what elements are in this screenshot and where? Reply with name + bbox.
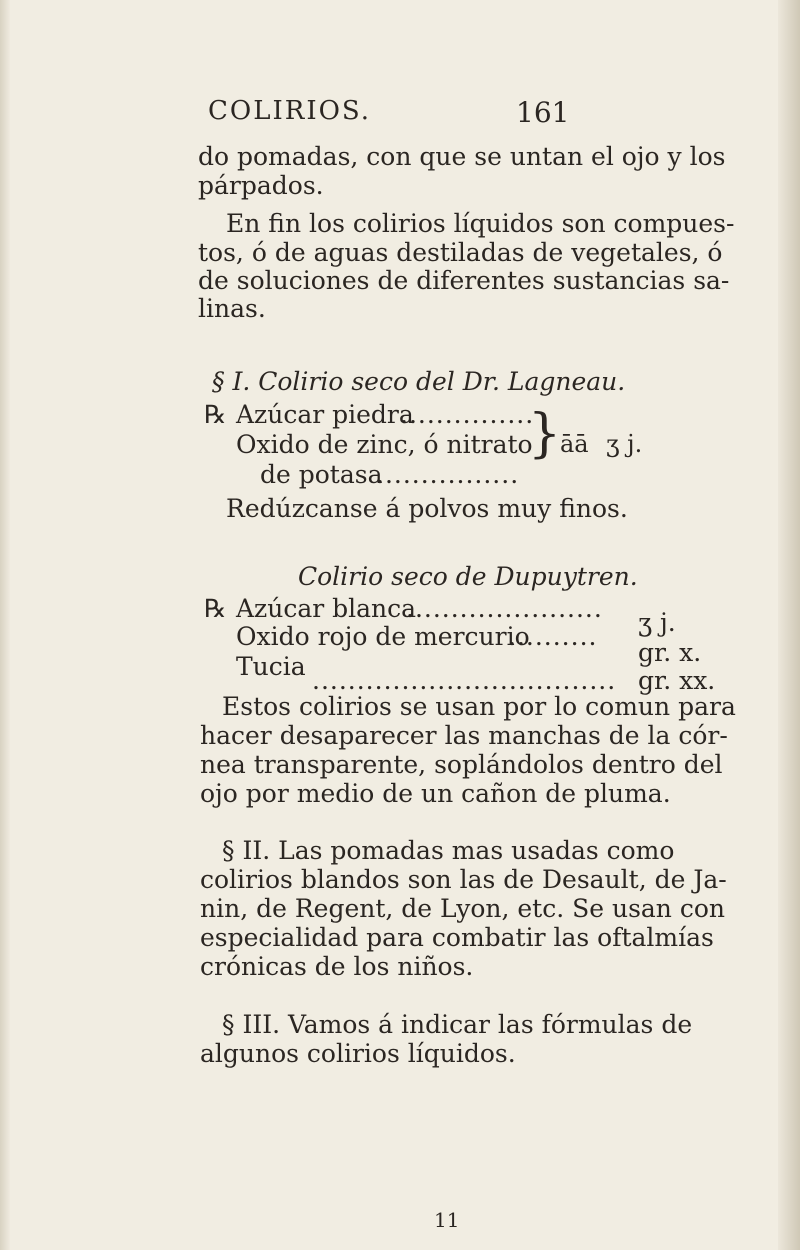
running-title: COLIRIOS. xyxy=(208,96,372,126)
text-line: tos, ó de aguas destiladas de vegetales, ó xyxy=(198,238,723,267)
section-heading: § I. Colirio seco del Dr. Lagneau. xyxy=(212,367,626,396)
text-line: colirios blandos son las de Desault, de Ja- xyxy=(200,865,727,894)
text-line: crónicas de los niños. xyxy=(200,952,474,981)
text-line: ojo por medio de un cañon de pluma. xyxy=(200,779,671,808)
text-line: especialidad para combatir las oftalmías xyxy=(200,923,714,952)
ingredient-dots: ...................... xyxy=(406,594,603,623)
ingredient-symbol: ℞ xyxy=(204,594,227,623)
ingredient-symbol: ℞ xyxy=(204,400,227,429)
ingredient-name: Tucia xyxy=(236,652,306,681)
page-number: 161 xyxy=(516,96,570,129)
text-line: En fin los colirios líquidos son compues- xyxy=(226,209,735,238)
text-line: Estos colirios se usan por lo comun para xyxy=(222,692,736,721)
grouping-brace: } xyxy=(528,404,562,464)
ingredient-quantity: āā xyxy=(560,430,589,458)
text-line: § II. Las pomadas mas usadas como xyxy=(222,836,675,865)
text-line: párpados. xyxy=(198,171,324,200)
text-line: hacer desaparecer las manchas de la cór- xyxy=(200,721,728,750)
text-line: § III. Vamos á indicar las fórmulas de xyxy=(222,1010,693,1039)
ingredient-name: Azúcar blanca xyxy=(236,594,417,623)
ingredient-dots: ................ xyxy=(376,460,520,489)
ingredient-name: Oxido de zinc, ó nitrato xyxy=(236,430,533,459)
ingredient-name: Oxido rojo de mercurio xyxy=(236,622,530,651)
ingredient-name: Azúcar piedra xyxy=(236,400,414,429)
ingredient-unit: ʒ j. xyxy=(606,430,643,458)
ingredient-dots: .......... xyxy=(508,622,598,651)
text-line: nin, de Regent, de Lyon, etc. Se usan con xyxy=(200,894,726,923)
ingredient-quantity: gr. x. xyxy=(638,638,702,667)
text-line: nea transparente, soplándolos dentro del xyxy=(200,750,723,779)
text-line: de soluciones de diferentes sustancias sa- xyxy=(198,266,730,295)
signature-mark: 11 xyxy=(434,1208,460,1232)
instruction-line: Redúzcanse á polvos muy finos. xyxy=(226,494,628,523)
ingredient-dots: ............... xyxy=(400,400,535,429)
ingredient-name: de potasa xyxy=(260,460,383,489)
text-line: linas. xyxy=(198,294,266,323)
ingredient-quantity: ʒ j. xyxy=(638,608,676,637)
section-heading: Colirio seco de Dupuytren. xyxy=(298,562,638,591)
text-line: algunos colirios líquidos. xyxy=(200,1039,516,1068)
ingredient-quantity: gr. xx. xyxy=(638,666,716,695)
ingredient-dots: .................................. xyxy=(312,666,617,695)
text-line: do pomadas, con que se untan el ojo y los xyxy=(198,142,726,171)
